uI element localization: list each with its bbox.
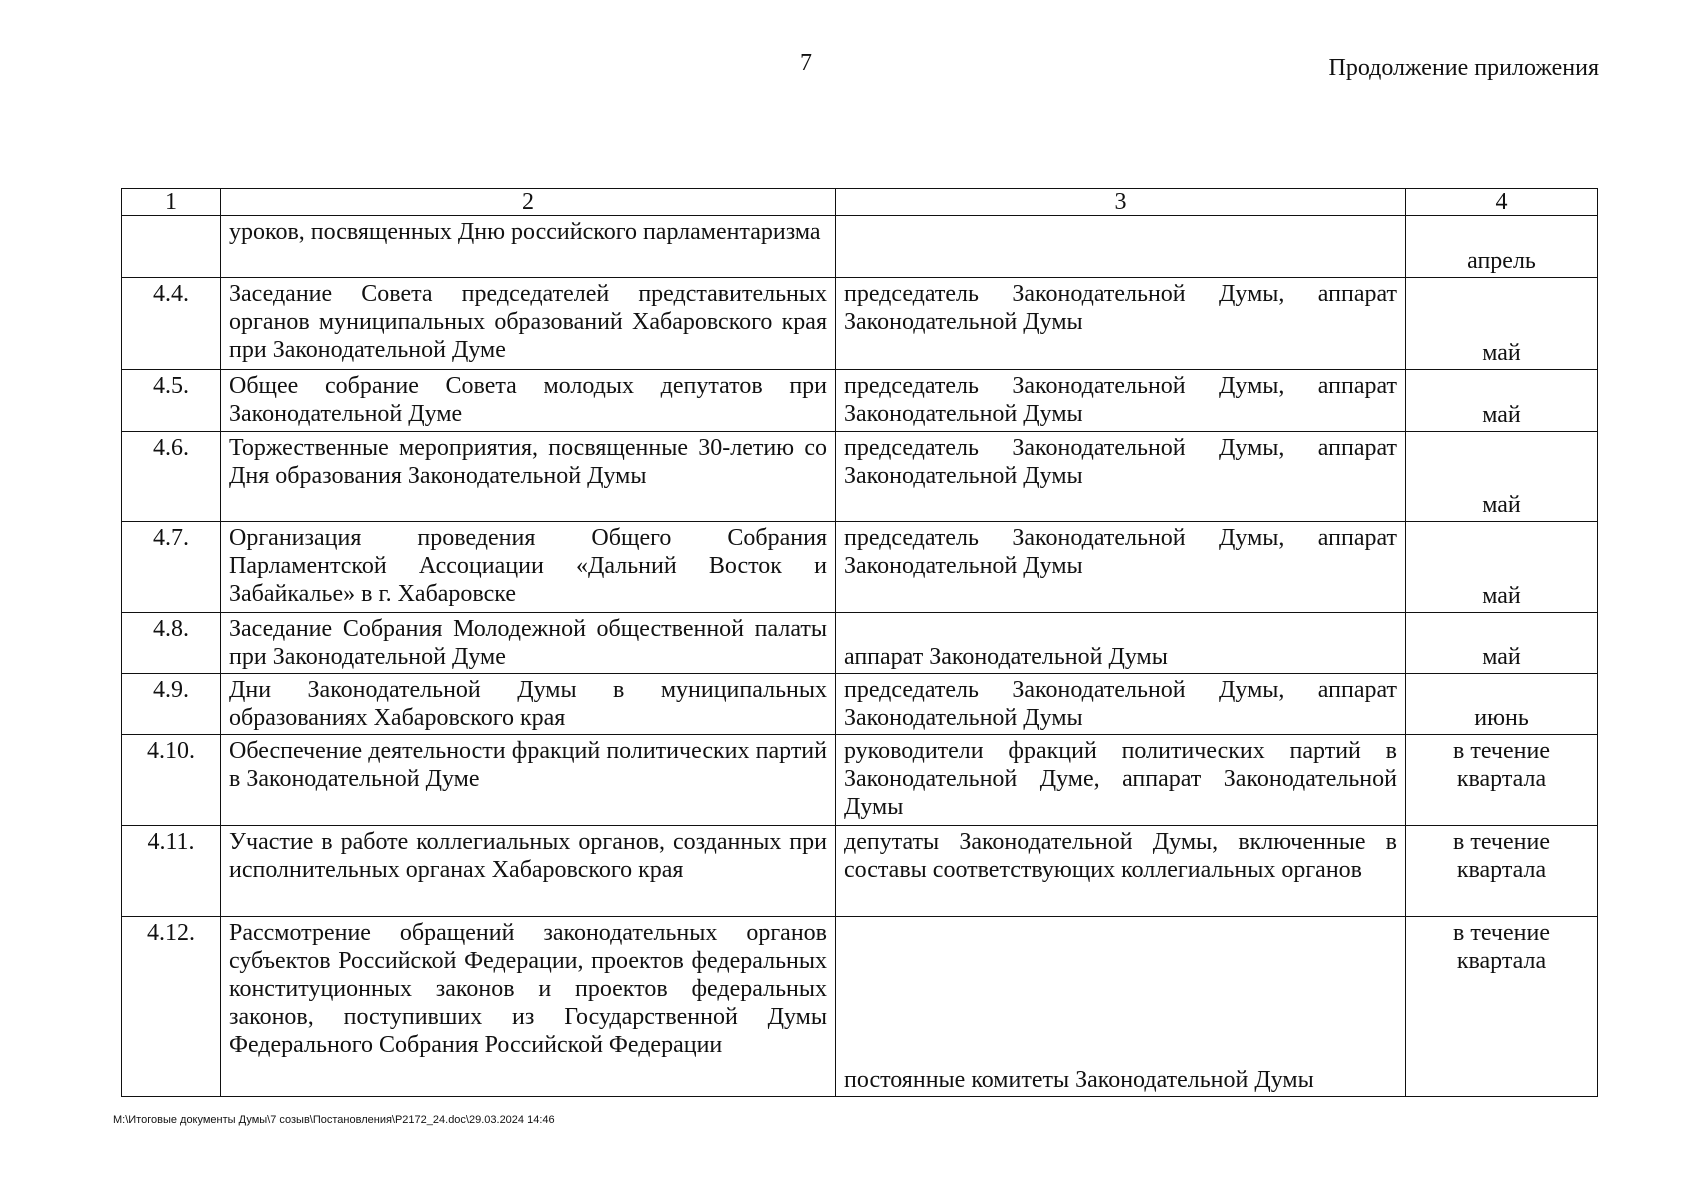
row-number: 4.11.	[122, 826, 221, 917]
responsible-cell: постоянные комитеты Законодательной Думы	[836, 917, 1406, 1097]
table-row	[122, 917, 1598, 1097]
responsible-cell: руководители фракций политических партий в Законодательной Думе, аппарат Законодательной Думы	[836, 735, 1406, 826]
term-cell: апрель	[1406, 216, 1598, 278]
term-cell: май	[1406, 522, 1598, 613]
row-number: 4.8.	[122, 613, 221, 674]
row-number: 4.4.	[122, 278, 221, 370]
term-cell: май	[1406, 370, 1598, 432]
event-cell: Заседание Собрания Молодежной общественной палаты при Законодательной Думе	[221, 613, 836, 674]
row-number: 4.5.	[122, 370, 221, 432]
responsible-cell: председатель Законодательной Думы, аппарат Законодательной Думы	[836, 278, 1406, 370]
responsible-cell: председатель Законодательной Думы, аппарат Законодательной Думы	[836, 370, 1406, 432]
event-cell: Организация проведения Общего Собрания Парламентской Ассоциации «Дальний Восток и Забайкалье» в г. Хабаровске	[221, 522, 836, 613]
continuation-label: Продолжение приложения	[1328, 55, 1599, 81]
table-row	[122, 216, 1598, 278]
row-number: 4.6.	[122, 432, 221, 522]
column-header: 1	[122, 189, 221, 216]
event-cell: Рассмотрение обращений законодательных органов субъектов Российской Федерации, проектов федеральных конституционных законов и проектов федеральных законов, поступивших из Государственной Думы Федерального Собрания Российской Федерации	[221, 917, 836, 1097]
term-cell: в течение квартала	[1406, 917, 1598, 1097]
responsible-cell: аппарат Законодательной Думы	[836, 613, 1406, 674]
row-number: 4.9.	[122, 674, 221, 735]
term-cell: май	[1406, 613, 1598, 674]
table-row	[122, 370, 1598, 432]
event-cell: Обеспечение деятельности фракций политических партий в Законодательной Думе	[221, 735, 836, 826]
term-cell: май	[1406, 278, 1598, 370]
column-header: 4	[1406, 189, 1598, 216]
table-row	[122, 432, 1598, 522]
term-cell: в течение квартала	[1406, 735, 1598, 826]
event-cell: Участие в работе коллегиальных органов, созданных при исполнительных органах Хабаровского края	[221, 826, 836, 917]
row-number: 4.10.	[122, 735, 221, 826]
event-cell: уроков, посвященных Дню российского парламентаризма	[221, 216, 836, 278]
responsible-cell: председатель Законодательной Думы, аппарат Законодательной Думы	[836, 522, 1406, 613]
responsible-cell	[836, 216, 1406, 278]
row-number	[122, 216, 221, 278]
event-cell: Заседание Совета председателей представительных органов муниципальных образований Хабаровского края при Законодательной Думе	[221, 278, 836, 370]
table-row	[122, 278, 1598, 370]
event-cell: Общее собрание Совета молодых депутатов при Законодательной Думе	[221, 370, 836, 432]
events-table	[121, 188, 1598, 1097]
responsible-cell: депутаты Законодательной Думы, включенные в составы соответствующих коллегиальных органов	[836, 826, 1406, 917]
event-cell: Дни Законодательной Думы в муниципальных образованиях Хабаровского края	[221, 674, 836, 735]
event-cell: Торжественные мероприятия, посвященные 30-летию со Дня образования Законодательной Думы	[221, 432, 836, 522]
row-number: 4.7.	[122, 522, 221, 613]
table-row	[122, 613, 1598, 674]
page-number: 7	[800, 50, 812, 76]
table-row	[122, 826, 1598, 917]
table-row	[122, 674, 1598, 735]
table-row	[122, 735, 1598, 826]
responsible-cell: председатель Законодательной Думы, аппарат Законодательной Думы	[836, 674, 1406, 735]
footer-file-path: M:\Итоговые документы Думы\7 созыв\Постановления\P2172_24.doc\29.03.2024 14:46	[113, 1114, 555, 1126]
responsible-cell: председатель Законодательной Думы, аппарат Законодательной Думы	[836, 432, 1406, 522]
column-header: 3	[836, 189, 1406, 216]
row-number: 4.12.	[122, 917, 221, 1097]
table-header-row	[122, 189, 1598, 216]
term-cell: в течение квартала	[1406, 826, 1598, 917]
term-cell: июнь	[1406, 674, 1598, 735]
term-cell: май	[1406, 432, 1598, 522]
column-header: 2	[221, 189, 836, 216]
table-row	[122, 522, 1598, 613]
